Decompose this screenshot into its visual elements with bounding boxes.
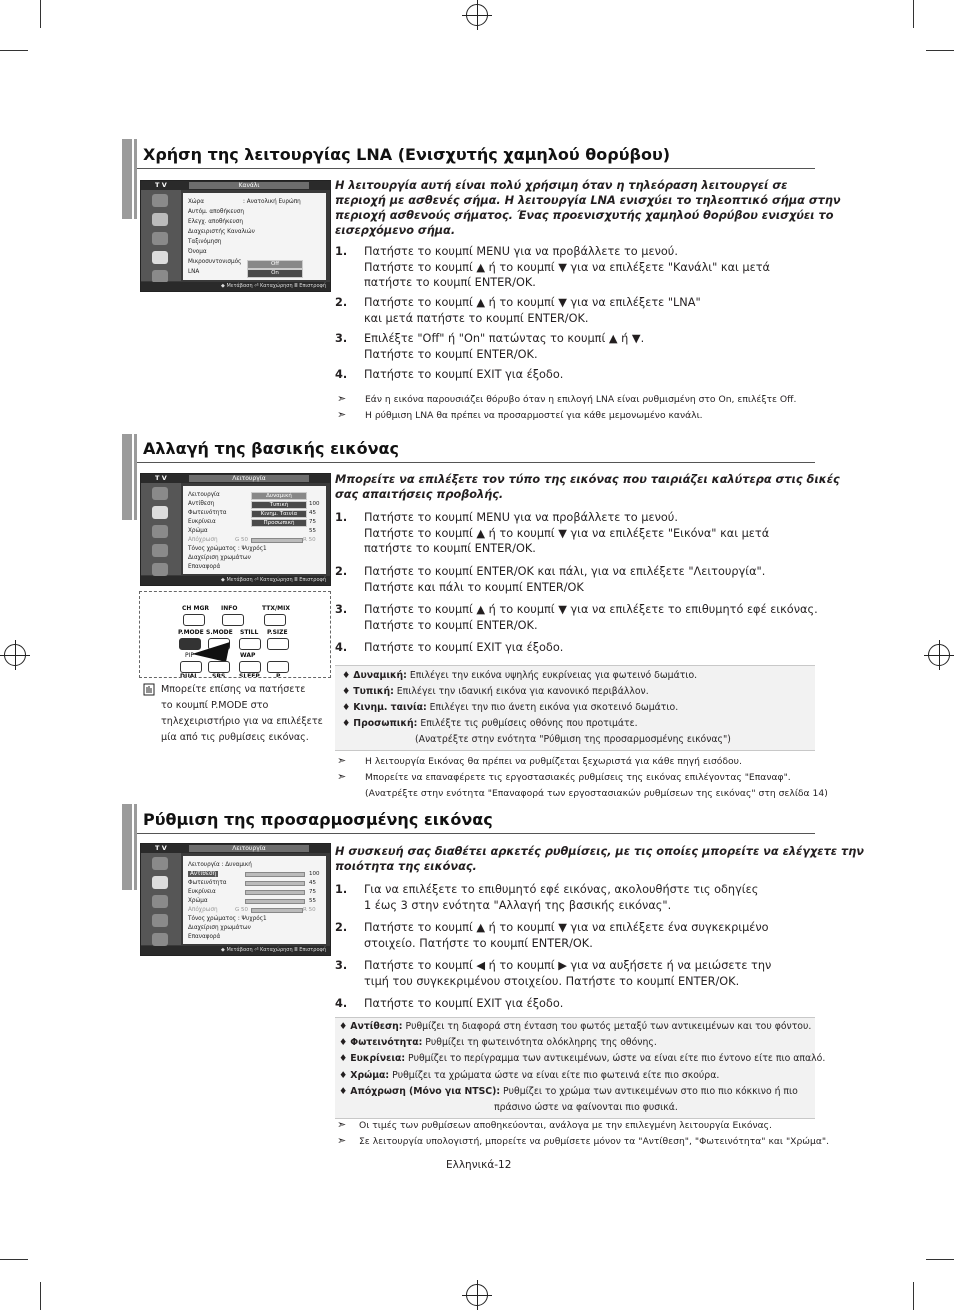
bullet-item: ♦ Αντίθεση: Ρυθμίζει τη διαφορά στη ένταση του φωτός μεταξύ των αντικειμένων και του φόντου. (339, 1021, 812, 1032)
menu-row: Χρώμα (188, 898, 208, 904)
menu-footer: ◆ Μετάβαση ⏎ Καταχώρηση Ⅲ Επιστροφή (141, 576, 330, 585)
option-off: Off (247, 260, 303, 269)
input-icon (152, 194, 168, 207)
menu-row: Τόνος χρώματος : Ψυχρός1 (188, 546, 267, 552)
wap-button[interactable] (239, 661, 261, 673)
note-arrow-icon: ➣ (337, 770, 347, 783)
menu-row: Ευκρίνεια (188, 889, 216, 895)
menu-row: Τόνος χρώματος : Ψυχρός1 (188, 916, 267, 922)
ttx-mix-label: TTX/MIX (262, 605, 290, 612)
note-arrow-icon: ➣ (337, 408, 347, 421)
menu-row: Ευκρίνεια (188, 519, 216, 525)
bullet-item: ♦ Απόχρωση (Μόνο για NTSC): Ρυθμίζει το χρώμα των αντικειμένων στο πιο πιο κόκκινο ή πιο (339, 1086, 798, 1097)
section-intro: Μπορείτε να επιλέξετε τον τύπο της εικόνας που ταιριάζει καλύτερα στις δικές σας απαιτήσεις προβολής. (335, 473, 840, 501)
pip-button[interactable] (180, 661, 202, 673)
setup-icon (152, 563, 168, 576)
menu-title: Λειτουργία (189, 475, 309, 482)
tv-menu-channel (140, 180, 331, 292)
sharpness-bar (245, 890, 305, 895)
tint-g-value: G 50 (235, 537, 249, 543)
contrast-bar (245, 872, 305, 877)
sharpness-value: 75 (309, 889, 316, 895)
crop-mark (913, 1282, 914, 1310)
still-label: STILL (240, 629, 259, 636)
menu-row: Αυτόμ. αποθήκευση (188, 209, 244, 215)
srs-label: SRS (212, 673, 226, 678)
menu-row: Ελεγχ. αποθήκευση (188, 219, 243, 225)
mode-descriptions-box (335, 665, 815, 751)
crop-mark (926, 1259, 954, 1260)
picture-icon (152, 876, 168, 889)
picture-icon (152, 213, 168, 226)
menu-row: Χώρα (188, 199, 205, 205)
menu-row: Διαχείριση χρωμάτων (188, 925, 251, 931)
brightness-value: 45 (309, 880, 316, 886)
tint-bar (251, 908, 303, 913)
p-size-button[interactable] (267, 638, 289, 650)
menu-row: Απόχρωση (188, 907, 218, 913)
crop-mark (40, 0, 41, 28)
pip-label: PIP (185, 652, 195, 659)
tint-r-value: R 50 (303, 907, 316, 913)
menu-footer: ◆ Μετάβαση ⏎ Καταχώρηση Ⅲ Επιστροφή (141, 946, 330, 955)
section-intro: Η συσκευή σας διαθέτει αρκετές ρυθμίσεις, με τις οποίες μπορείτε να ελέγχετε την ποιότητα της εικόνας. (335, 845, 864, 873)
still-button[interactable] (239, 638, 261, 650)
bullet-extra: (Ανατρέξτε στην ενότητα "Ρύθμιση της προσαρμοσμένης εικόνας") (415, 734, 731, 745)
sharpness-value: 75 (309, 519, 316, 525)
brightness-value: 45 (309, 510, 316, 516)
section-rule (137, 168, 815, 169)
picture-icon (152, 506, 168, 519)
sleep-label: SLEEP (239, 673, 260, 678)
menu-row: Λειτουργία : Δυναμική (188, 862, 252, 868)
menu-row: Όνομα (188, 249, 207, 255)
tint-g-value: G 50 (235, 907, 249, 913)
sound-icon (152, 895, 168, 908)
ttx-mix-button[interactable] (264, 614, 286, 626)
tv-label: T V (155, 474, 167, 482)
note-arrow-icon: ➣ (337, 754, 347, 767)
menu-row: Φωτεινότητα (188, 880, 227, 886)
section-rule (137, 462, 815, 463)
channel-icon (152, 251, 168, 264)
channel-icon (152, 544, 168, 557)
menu-row: Διαχείριση χρωμάτων (188, 555, 251, 561)
registration-mark-right (928, 644, 950, 666)
tint-r-value: R 50 (303, 537, 316, 543)
bullet-item: ♦ Τυπική: Επιλέγει την ιδανική εικόνα για κανονικό περιβάλλον. (342, 686, 649, 697)
dual-label: DUAL (180, 673, 199, 678)
colour-bar (245, 899, 305, 904)
sound-icon (152, 232, 168, 245)
option-dynamic: Δυναμική (251, 492, 307, 500)
note-arrow-icon: ➣ (337, 1134, 347, 1147)
ch-mgr-label: CH MGR (182, 605, 210, 612)
note-arrow-icon: ➣ (337, 392, 347, 405)
section-marker (134, 804, 137, 890)
menu-row: Αντίθεση (188, 501, 215, 507)
menu-panel (183, 486, 326, 574)
menu-panel (183, 193, 326, 280)
bullet-item: ♦ Προσωπική: Επιλέξτε τις ρυθμίσεις οθόνης που προτιμάτε. (342, 718, 638, 729)
setting-descriptions-box (335, 1017, 826, 1119)
contrast-value: 100 (309, 871, 320, 877)
p-label: P (276, 673, 281, 678)
tv-menu-custom-picture (140, 843, 331, 956)
section-marker (122, 434, 132, 520)
menu-row: Επαναφορά (188, 934, 221, 940)
menu-row: Αντίθεση (190, 871, 217, 877)
brightness-bar (245, 881, 305, 886)
srs-button[interactable] (208, 661, 230, 673)
option-on: On (247, 269, 303, 278)
menu-row-value: : Ανατολική Ευρώπη (243, 199, 301, 205)
option-custom: Προσωπική (251, 519, 307, 527)
p-size-label: P.SIZE (267, 629, 288, 636)
menu-row: Απόχρωση (188, 537, 218, 543)
wap-label: WAP (240, 652, 256, 659)
menu-row: Μικροσυντονισμός (188, 259, 242, 265)
section-rule (137, 833, 815, 834)
bullet-item: ♦ Χρώμα: Ρυθμίζει τα χρώματα ώστε να είναι είτε πιο φωτεινά είτε πιο σκούρα. (339, 1070, 720, 1081)
remote-control (139, 591, 331, 678)
sound-icon (152, 525, 168, 538)
option-standard: Τυπική (251, 501, 307, 509)
menu-footer: ◆ Μετάβαση ⏎ Καταχώρηση Ⅲ Επιστροφή (141, 282, 330, 291)
p-mode-label: P.MODE (178, 629, 204, 636)
bullet-item: ♦ Φωτεινότητα: Ρυθμίζει τη φωτεινότητα ολόκληρης της οθόνης. (339, 1037, 657, 1048)
bullet-extra: πράσινο ώστε να φαίνονται πιο φυσικά. (494, 1102, 678, 1113)
bullet-item: ♦ Δυναμική: Επιλέγει την εικόνα υψηλής ευκρίνειας για φωτεινό δωμάτιο. (342, 670, 698, 681)
colour-value: 55 (309, 528, 316, 534)
info-label: INFO (221, 605, 238, 612)
section-marker (134, 434, 137, 520)
option-movie: Κινημ. Ταινία (251, 510, 307, 518)
menu-row: Επαναφορά (188, 564, 221, 570)
crop-mark (0, 1259, 28, 1260)
section-title: Χρήση της λειτουργίας LNA (Ενισχυτής χαμηλού θορύβου) (143, 145, 671, 164)
section-title: Ρύθμιση της προσαρμοσμένης εικόνας (143, 810, 493, 829)
menu-row: Χρώμα (188, 528, 208, 534)
ch-mgr-button[interactable] (183, 614, 205, 626)
menu-row: Ταξινόμηση (188, 239, 222, 245)
info-button[interactable] (222, 614, 244, 626)
section-title: Αλλαγή της βασικής εικόνας (143, 439, 399, 458)
bullet-item: ♦ Κινημ. ταινία: Επιλέγει την πιο άνετη εικόνα για σκοτεινό δωμάτιο. (342, 702, 679, 713)
hand-icon (143, 683, 155, 696)
bullet-item: ♦ Ευκρίνεια: Ρυθμίζει το περίγραμμα των αντικειμένων, ώστε να είναι είτε πιο έντονο είτε πιο απαλό. (339, 1053, 826, 1064)
menu-row: LNA (188, 269, 200, 275)
tv-menu-picture-mode (140, 473, 331, 586)
menu-row: Φωτεινότητα (188, 510, 227, 516)
menu-title: Λειτουργία (189, 845, 309, 852)
registration-mark-top (466, 4, 488, 26)
section-marker (122, 139, 132, 219)
tv-label: T V (155, 844, 167, 852)
input-icon (152, 857, 168, 870)
channel-icon (152, 914, 168, 927)
registration-mark-left (4, 644, 26, 666)
section-intro: Η λειτουργία αυτή είναι πολύ χρήσιμη όταν η τηλεόραση λειτουργεί σε περιοχή με ασθενές σήμα. Η λειτουργία LNA ενισχύει το τηλεοπτικό σήμα στην περιοχή ασθενούς σήματος. Ένας προενισχυτής χαμηλού θορύβου ενισχύει το εισερχόμενο σήμα. (335, 179, 841, 237)
s-mode-label: S.MODE (206, 629, 233, 636)
crop-mark (913, 0, 914, 28)
crop-mark (40, 1282, 41, 1310)
tv-label: T V (155, 181, 167, 189)
crop-mark (0, 50, 28, 51)
section-marker (134, 139, 137, 219)
registration-mark-bottom (466, 1284, 488, 1306)
section-marker (122, 804, 132, 890)
page-number: Ελληνικά-12 (446, 1159, 512, 1171)
remote-hint: Μπορείτε επίσης να πατήσετε το κουμπί P.MODE στο τηλεχειριστήριο για να επιλέξετε μία από τις ρυθμίσεις εικόνας. (161, 684, 323, 743)
input-icon (152, 487, 168, 500)
tint-bar (251, 538, 303, 543)
menu-row: Λειτουργία (188, 492, 220, 498)
menu-row: Διαχειριστής Καναλιών (188, 229, 255, 235)
channel-up-button[interactable] (267, 661, 289, 673)
menu-title: Κανάλι (189, 182, 309, 189)
colour-value: 55 (309, 898, 316, 904)
menu-panel (183, 856, 326, 944)
setup-icon (152, 933, 168, 946)
note-arrow-icon: ➣ (337, 1118, 347, 1131)
contrast-value: 100 (309, 501, 320, 507)
crop-mark (926, 50, 954, 51)
